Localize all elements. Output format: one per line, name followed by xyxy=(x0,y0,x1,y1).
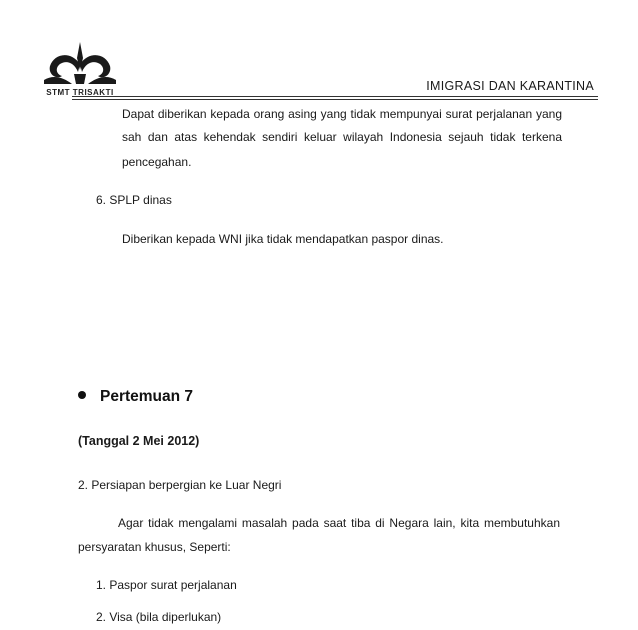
list-item: 2. Visa (bila diperlukan) xyxy=(96,610,222,624)
paragraph-line-1: Agar tidak mengalami masalah pada saat tiba di Negara lain, kita membutuhkan xyxy=(118,516,560,530)
bullet-icon xyxy=(78,391,86,399)
continuation-line-2: sah dan atas kehendak sendiri keluar wilayah Indonesia sejauh tidak terkena xyxy=(122,130,562,144)
continuation-line-3: pencegahan. xyxy=(122,155,192,169)
logo-emblem-icon xyxy=(40,40,120,88)
splp-dinas-description: Diberikan kepada WNI jika tidak mendapatkan paspor dinas. xyxy=(122,232,444,246)
continuation-line-1: Dapat diberikan kepada orang asing yang tidak mempunyai surat perjalanan yang xyxy=(122,107,562,121)
meeting-date: (Tanggal 2 Mei 2012) xyxy=(78,434,200,448)
list-item: 1. Paspor surat perjalanan xyxy=(96,578,237,592)
section-heading: 2. Persiapan berpergian ke Luar Negri xyxy=(78,478,282,492)
list-item-splp-dinas: 6. SPLP dinas xyxy=(96,193,172,207)
meeting-heading xyxy=(78,388,193,406)
institution-logo xyxy=(40,40,120,98)
logo-text: STMT TRISAKTI xyxy=(46,88,114,97)
header-title: IMIGRASI DAN KARANTINA xyxy=(426,79,594,93)
meeting-title: Pertemuan 7 xyxy=(100,388,194,405)
paragraph-line-2: persyaratan khusus, Seperti: xyxy=(78,540,231,554)
header-divider-thin xyxy=(72,99,598,100)
header-divider xyxy=(72,96,598,97)
